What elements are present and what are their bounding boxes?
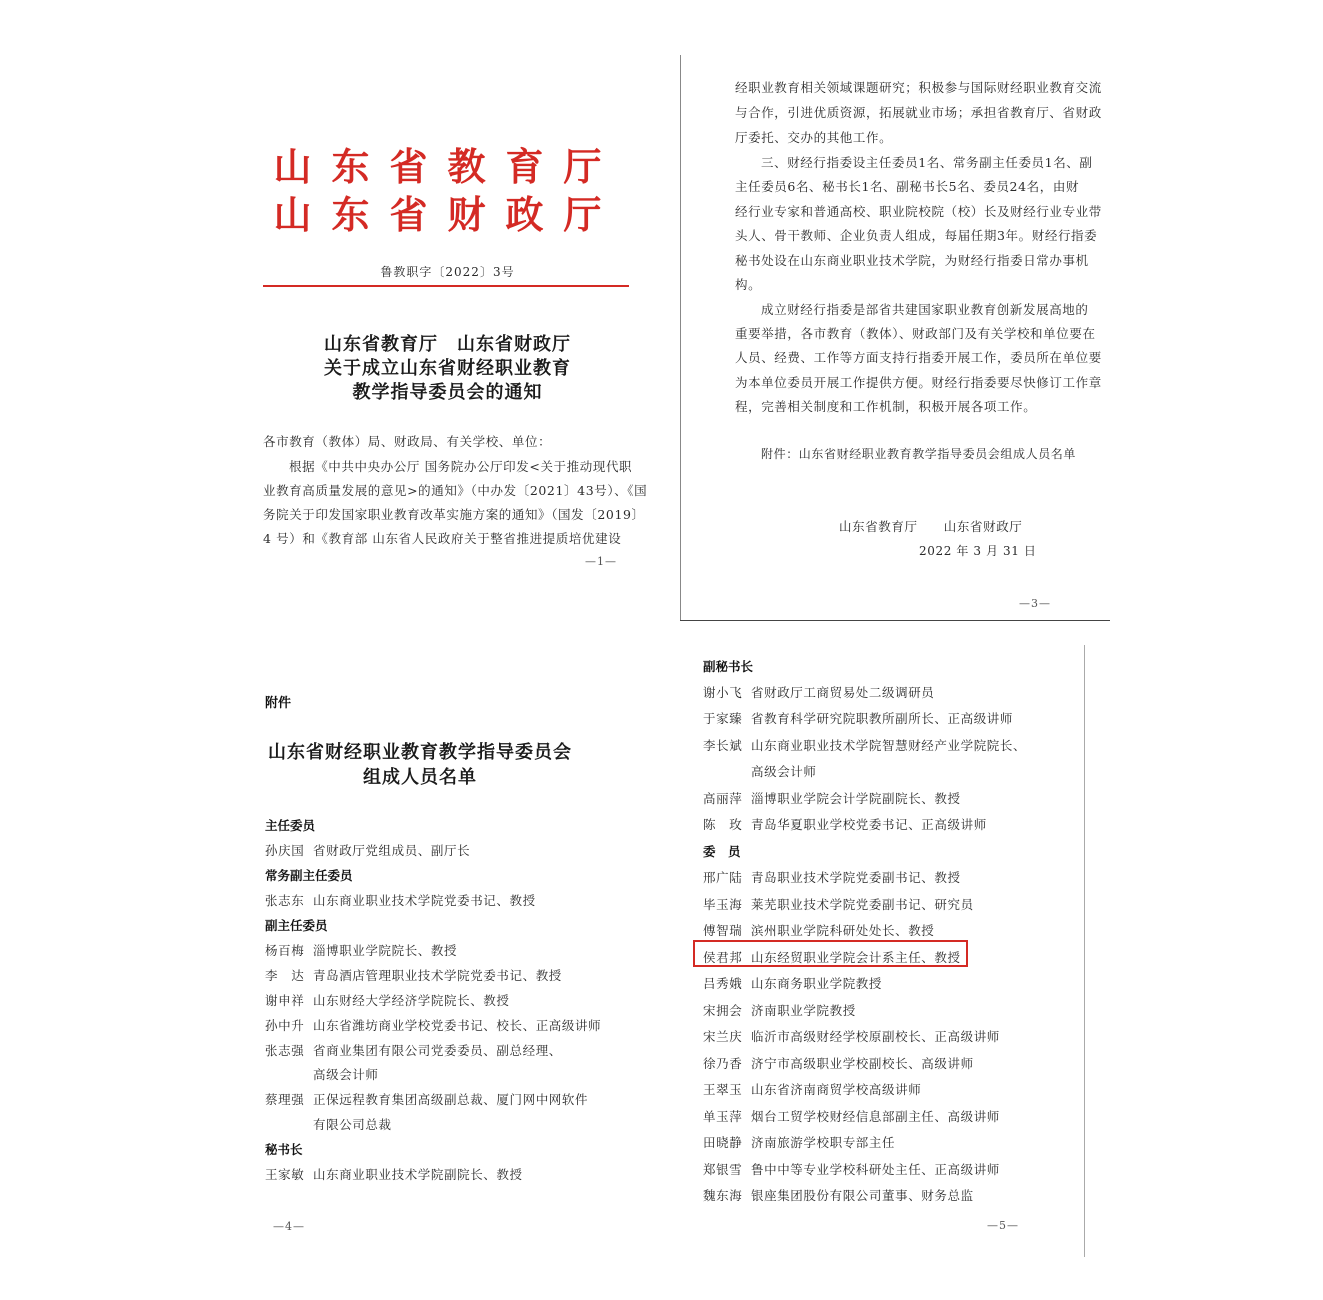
member-title: 莱芜职业技术学院党委副书记、研究员 [751, 897, 974, 912]
member-row [703, 1160, 1000, 1178]
member-row [265, 1041, 562, 1059]
member-name: 田晓静 [703, 1135, 743, 1150]
member-name: 李长斌 [703, 738, 743, 753]
p3-para3-line-1: 成立财经行指委是部省共建国家职业教育创新发展高地的 [761, 302, 1089, 317]
member-row [265, 1090, 588, 1108]
p3-para2-line-1: 三、财经行指委设主任委员1名、常务副主任委员1名、副 [761, 155, 1093, 170]
member-row [703, 736, 1026, 754]
page-3-bottom-border [680, 620, 1110, 621]
section-heading: 委 员 [703, 844, 741, 859]
p3-para1-line-1: 经职业教育相关领域课题研究；积极参与国际财经职业教育交流 [735, 80, 1102, 95]
member-title: 青岛职业技术学院党委副书记、教授 [751, 870, 961, 885]
member-name: 高丽萍 [703, 791, 743, 806]
member-title: 滨州职业学院科研处处长、教授 [751, 923, 935, 938]
list-title-line-2: 组成人员名单 [363, 767, 477, 788]
page-5 [703, 655, 1083, 1245]
member-title: 山东商务职业学院教授 [751, 976, 883, 991]
page-1 [255, 60, 648, 580]
list-title-line-1: 山东省财经职业教育教学指导委员会 [268, 742, 572, 763]
member-name: 谢申祥 [265, 993, 305, 1008]
member-title: 正保远程教育集团高级副总裁、厦门网中网软件 [313, 1092, 589, 1107]
member-title: 山东省潍坊商业学校党委书记、校长、正高级讲师 [313, 1018, 602, 1033]
member-name: 张志东 [265, 893, 305, 908]
notice-title-line-2: 关于成立山东省财经职业教育 [324, 358, 571, 379]
member-name: 魏东海 [703, 1188, 743, 1203]
member-row [703, 1107, 1000, 1125]
member-name: 孙中升 [265, 1018, 305, 1033]
member-row [265, 991, 510, 1009]
page-number: —1— [585, 555, 617, 568]
p3-para2-line-5: 秘书处设在山东商业职业技术学院，为财经行指委日常办事机 [735, 253, 1089, 268]
member-title-continued: 有限公司总裁 [313, 1117, 392, 1132]
p3-date: 2022 年 3 月 31 日 [919, 544, 1037, 558]
p3-para2-line-4: 头人、骨干教师、企业负责人组成，每届任期3年。财经行指委 [735, 228, 1098, 243]
member-row-highlighted [703, 948, 961, 966]
section-heading: 秘书长 [265, 1142, 303, 1157]
doc-number: 鲁教职字〔2022〕3号 [380, 265, 515, 279]
p3-para3-line-3: 人员、经费、工作等方面支持行指委开展工作，委员所在单位要 [735, 350, 1102, 365]
member-title: 省财政厅党组成员、副厅长 [313, 843, 471, 858]
body-line-1: 根据《中共中央办公厅 国务院办公厅印发<关于推动现代职 [289, 459, 633, 474]
p3-para2-line-6: 构。 [735, 277, 762, 292]
member-title: 山东省济南商贸学校高级讲师 [751, 1082, 922, 1097]
member-title: 山东商业职业技术学院副院长、教授 [313, 1167, 523, 1182]
member-row [703, 815, 987, 833]
member-name: 张志强 [265, 1043, 305, 1058]
member-row [703, 921, 934, 939]
member-name: 蔡理强 [265, 1092, 305, 1107]
addressee: 各市教育（教体）局、财政局、有关学校、单位： [263, 434, 552, 449]
member-name: 杨百梅 [265, 943, 305, 958]
p3-signers: 山东省教育厅 山东省财政厅 [839, 519, 1023, 534]
member-name: 宋拥会 [703, 1003, 743, 1018]
member-row [265, 891, 536, 909]
member-title: 淄博职业学院院长、教授 [313, 943, 458, 958]
member-title-continued: 高级会计师 [313, 1067, 379, 1082]
member-name: 陈 玫 [703, 817, 743, 832]
page-number: —4— [273, 1220, 305, 1233]
member-row [703, 789, 961, 807]
issuer-line-2: 山东省财政厅 [273, 192, 622, 237]
member-name: 王翠玉 [703, 1082, 743, 1097]
page-3-left-border [680, 55, 681, 621]
attachment-label: 附件 [265, 696, 292, 711]
body-line-4: 4 号）和《教育部 山东省人民政府关于整省推进提质培优建设 [263, 531, 622, 546]
member-name: 于家臻 [703, 711, 743, 726]
section-heading: 副主任委员 [265, 918, 328, 933]
member-row [703, 1186, 974, 1204]
page-number: —3— [1019, 597, 1051, 610]
member-row [265, 1016, 601, 1034]
p3-para2-line-3: 经行业专家和普通高校、职业院校院（校）长及财经行业专业带 [735, 204, 1102, 219]
body-line-2: 业教育高质量发展的意见>的通知》（中办发〔2021〕43号）、《国 [263, 483, 648, 498]
page-4 [265, 690, 645, 1240]
member-title: 青岛华夏职业学校党委书记、正高级讲师 [751, 817, 987, 832]
member-row [265, 1165, 523, 1183]
member-name: 毕玉海 [703, 897, 743, 912]
member-name: 单玉萍 [703, 1109, 743, 1124]
member-row [703, 1001, 856, 1019]
p3-para3-line-4: 为本单位委员开展工作提供方便。财经行指委要尽快修订工作章 [735, 375, 1102, 390]
member-name: 侯君邦 [703, 950, 743, 965]
member-title: 烟台工贸学校财经信息部副主任、高级讲师 [751, 1109, 1000, 1124]
p3-para2-line-2: 主任委员6名、秘书长1名、副秘书长5名、委员24名，由财 [735, 179, 1080, 194]
member-name: 李 达 [265, 968, 305, 983]
member-name: 宋兰庆 [703, 1029, 743, 1044]
page-number: —5— [987, 1219, 1019, 1232]
member-title: 淄博职业学院会计学院副院长、教授 [751, 791, 961, 806]
p3-para3-line-5: 程，完善相关制度和工作机制，积极开展各项工作。 [735, 399, 1037, 414]
member-row [703, 1133, 895, 1151]
member-title: 省财政厅工商贸易处二级调研员 [751, 685, 935, 700]
p3-para1-line-2: 与合作，引进优质资源，拓展就业市场；承担省教育厅、省财政 [735, 105, 1102, 120]
member-name: 郑银雪 [703, 1162, 743, 1177]
section-heading: 常务副主任委员 [265, 868, 353, 883]
member-title: 山东商业职业技术学院党委书记、教授 [313, 893, 536, 908]
member-title: 山东商业职业技术学院智慧财经产业学院院长、 [751, 738, 1027, 753]
section-heading: 副秘书长 [703, 659, 754, 674]
issuer-line-1: 山东省教育厅 [273, 144, 622, 189]
member-title: 山东财经大学经济学院院长、教授 [313, 993, 510, 1008]
p3-para3-line-2: 重要举措，各市教育（教体）、财政部门及有关学校和单位要在 [735, 326, 1096, 341]
member-row [703, 974, 882, 992]
member-name: 傅智瑞 [703, 923, 743, 938]
member-name: 王家敏 [265, 1167, 305, 1182]
member-name: 谢小飞 [703, 685, 743, 700]
member-title: 山东经贸职业学院会计系主任、教授 [751, 950, 961, 965]
page-3 [735, 78, 1102, 618]
member-title: 鲁中中等专业学校科研处主任、正高级讲师 [751, 1162, 1000, 1177]
notice-title-line-3: 教学指导委员会的通知 [352, 382, 543, 403]
body-line-3: 务院关于印发国家职业教育改革实施方案的通知》（国发〔2019〕 [263, 507, 645, 522]
member-row [703, 683, 934, 701]
member-name: 孙庆国 [265, 843, 305, 858]
member-row [265, 941, 457, 959]
member-title: 济南职业学院教授 [751, 1003, 856, 1018]
member-title: 青岛酒店管理职业技术学院党委书记、教授 [313, 968, 562, 983]
notice-title-line-1: 山东省教育厅 山东省财政厅 [324, 334, 571, 355]
member-name: 邢广陆 [703, 870, 743, 885]
member-row [703, 868, 961, 886]
p3-para1-line-3: 厅委托、交办的其他工作。 [735, 130, 893, 145]
member-title: 济南旅游学校职专部主任 [751, 1135, 896, 1150]
member-row [703, 709, 1013, 727]
member-title-continued: 高级会计师 [751, 764, 817, 779]
section-heading: 主任委员 [265, 818, 316, 833]
member-row [703, 1054, 974, 1072]
page-5-right-border [1084, 645, 1085, 1257]
member-title: 临沂市高级财经学校原副校长、正高级讲师 [751, 1029, 1000, 1044]
member-title: 省商业集团有限公司党委委员、副总经理、 [313, 1043, 562, 1058]
p3-attachment-note: 附件：山东省财经职业教育教学指导委员会组成人员名单 [761, 447, 1077, 461]
member-title: 省教育科学研究院职教所副所长、正高级讲师 [751, 711, 1014, 726]
member-title: 银座集团股份有限公司董事、财务总监 [751, 1188, 974, 1203]
member-title: 济宁市高级职业学校副校长、高级讲师 [751, 1056, 974, 1071]
member-name: 徐乃香 [703, 1056, 743, 1071]
red-divider [263, 285, 629, 287]
member-name: 吕秀娥 [703, 976, 743, 991]
member-row [703, 1027, 1000, 1045]
member-row [703, 1080, 921, 1098]
member-row [265, 966, 562, 984]
member-row [703, 895, 974, 913]
member-row [265, 841, 470, 859]
